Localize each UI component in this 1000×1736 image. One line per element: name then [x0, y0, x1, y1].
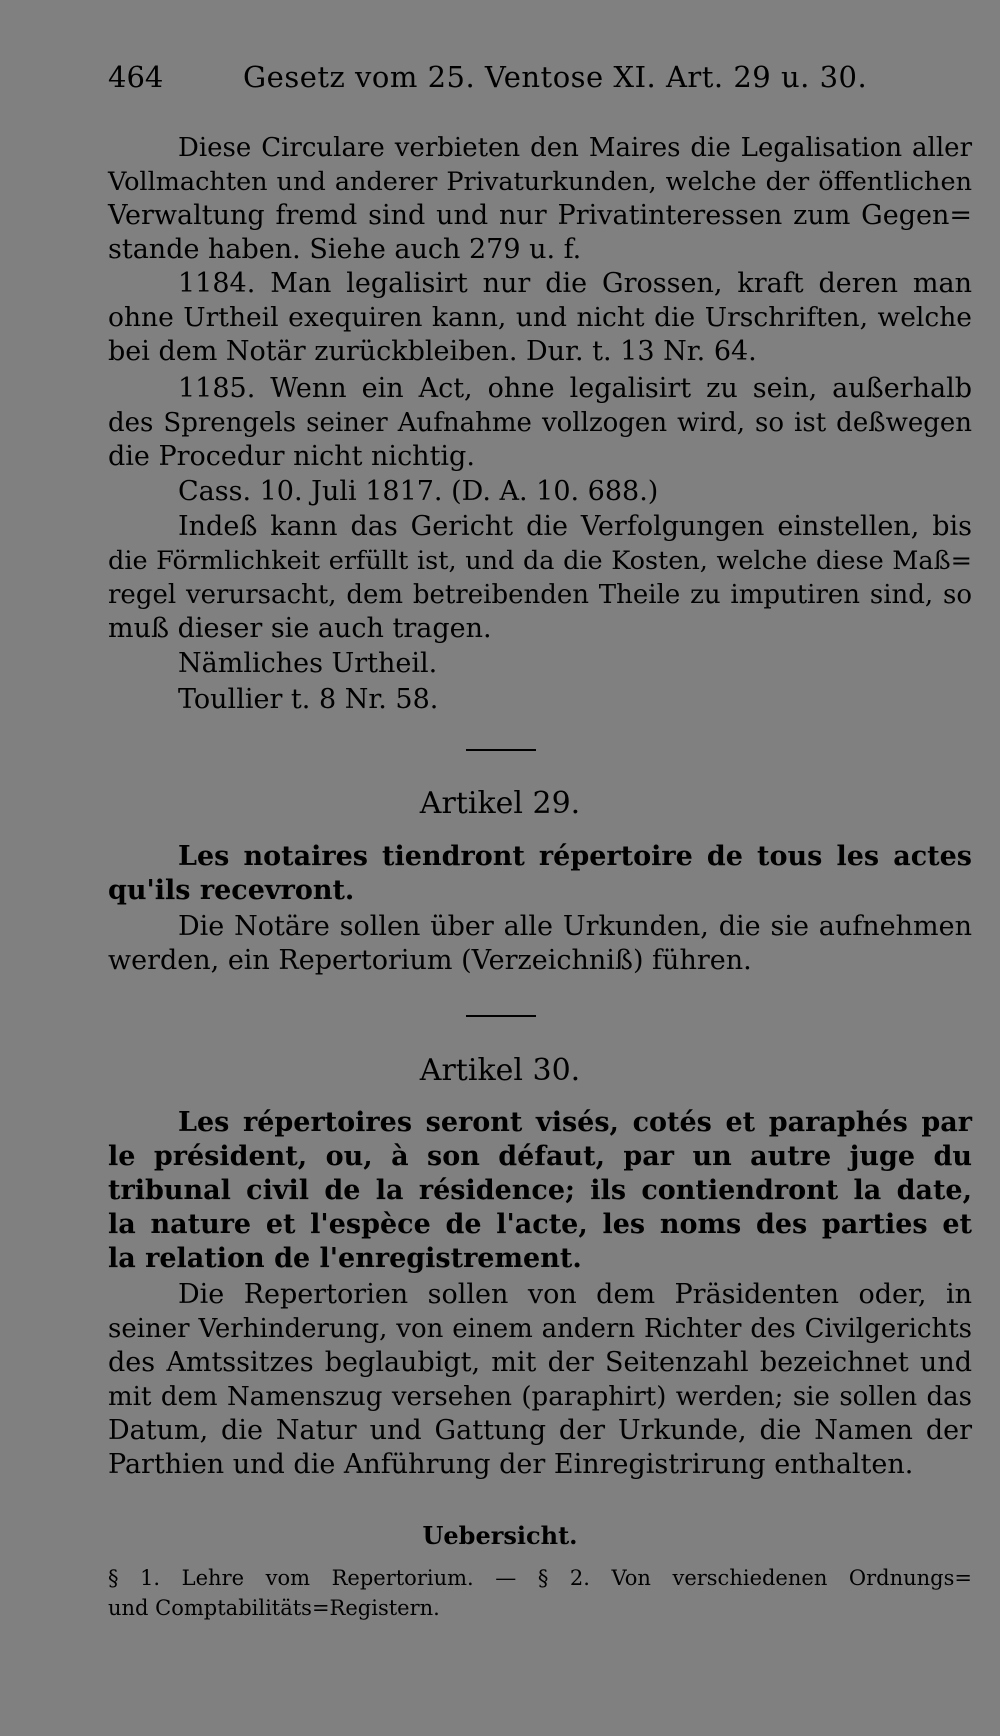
text-line: tribunal civil de la résidence; ils contiendront la date, — [108, 1175, 972, 1206]
page-number: 464 — [108, 60, 164, 94]
article-30-heading: Artikel 30. — [419, 1053, 581, 1088]
running-title: Gesetz vom 25. Ventose XI. Art. 29 u. 30. — [243, 60, 868, 94]
overview-heading: Uebersicht. — [422, 1521, 578, 1550]
text-line: § 1. Lehre vom Repertorium. — § 2. Von verschiedenen Ordnungs= — [108, 1566, 972, 1590]
text-line: Cass. 10. Juli 1817. (D. A. 10. 688.) — [178, 476, 659, 507]
text-line: Die Repertorien sollen von dem Präsidenten oder, in — [178, 1279, 972, 1310]
text-line: 1185. Wenn ein Act, ohne legalisirt zu sein, außerhalb — [178, 373, 972, 404]
text-line: Les notaires tiendront répertoire de tous les actes — [178, 841, 972, 872]
text-line: des Sprengels seiner Aufnahme vollzogen wird, so ist deßwegen — [108, 408, 972, 438]
section-divider — [466, 749, 536, 751]
text-line: muß dieser sie auch tragen. — [108, 613, 492, 644]
text-line: Datum, die Natur und Gattung der Urkunde, die Namen der — [108, 1415, 972, 1446]
text-line: regel verursacht, dem betreibenden Theile zu imputiren sind, so — [108, 580, 972, 610]
article-29-heading: Artikel 29. — [419, 786, 581, 821]
text-line: 1184. Man legalisirt nur die Grossen, kraft deren man — [178, 268, 972, 299]
text-line: Les répertoires seront visés, cotés et paraphés par — [178, 1107, 972, 1138]
text-line: werden, ein Repertorium (Verzeichniß) führen. — [108, 945, 752, 976]
text-line: le président, ou, à son défaut, par un autre juge du — [108, 1141, 972, 1172]
text-line: Indeß kann das Gericht die Verfolgungen einstellen, bis — [178, 511, 972, 542]
text-line: Die Notäre sollen über alle Urkunden, die sie aufnehmen — [178, 911, 972, 942]
text-line: Diese Circulare verbieten den Maires die Legalisation aller — [178, 133, 972, 163]
text-line: ohne Urtheil exequiren kann, und nicht die Urschriften, welche — [108, 302, 972, 333]
text-line: Vollmachten und anderer Privaturkunden, welche der öffentlichen — [108, 167, 972, 197]
section-divider — [466, 1015, 536, 1017]
text-line: und Comptabilitäts=Registern. — [108, 1596, 440, 1620]
text-line: mit dem Namenszug versehen (paraphirt) werden; sie sollen das — [108, 1382, 972, 1412]
text-line: qu'ils recevront. — [108, 875, 355, 906]
text-line: la relation de l'enregistrement. — [108, 1243, 582, 1274]
text-line: des Amtssitzes beglaubigt, mit der Seitenzahl bezeichnet und — [108, 1347, 972, 1378]
text-line: die Procedur nicht nichtig. — [108, 441, 475, 472]
text-line: seiner Verhinderung, von einem andern Richter des Civilgerichts — [108, 1314, 972, 1344]
text-line: Parthien und die Anführung der Einregistrirung enthalten. — [108, 1449, 914, 1480]
text-line: la nature et l'espèce de l'acte, les noms des parties et — [108, 1209, 972, 1240]
text-line: Toullier t. 8 Nr. 58. — [178, 684, 439, 715]
text-line: bei dem Notär zurückbleiben. Dur. t. 13 Nr. 64. — [108, 336, 757, 367]
text-line: die Förmlichkeit erfüllt ist, und da die Kosten, welche diese Maß= — [108, 546, 972, 576]
text-line: Verwaltung fremd sind und nur Privatinteressen zum Gegen= — [108, 200, 972, 231]
text-line: stande haben. Siehe auch 279 u. f. — [108, 234, 582, 265]
text-line: Nämliches Urtheil. — [178, 648, 438, 679]
